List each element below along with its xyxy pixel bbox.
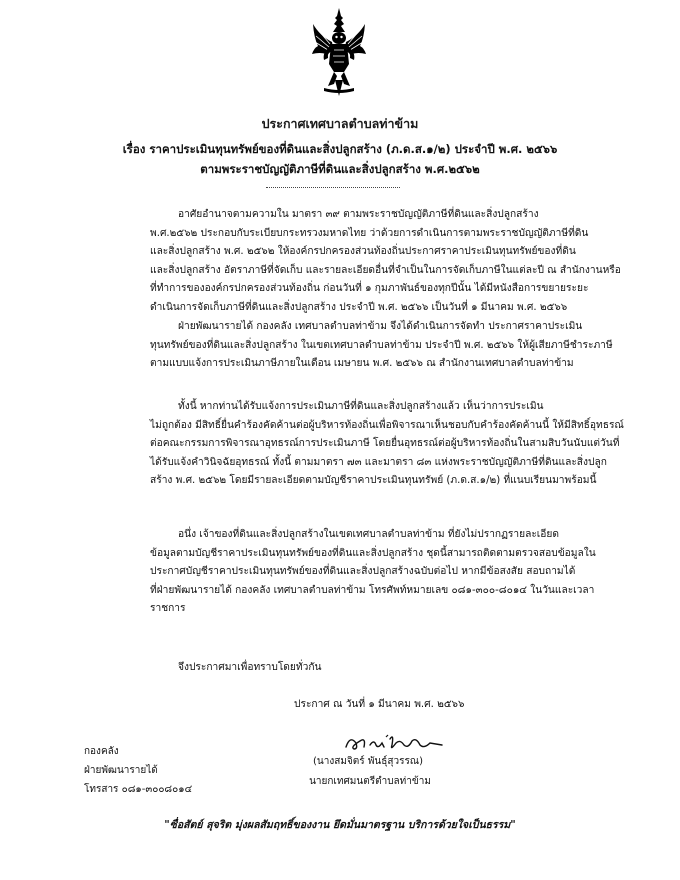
paragraph-line: ฝ่ายพัฒนารายได้ กองคลัง เทศบาลตำบลท่าข้าม จึงได้ดำเนินการจัดทำ ประกาศราคาประเมิน [178,321,583,332]
division-label: กองคลัง [84,746,119,757]
organization-motto: "ซื่อสัตย์ สุจริต มุ่งผลสัมฤทธิ์ของงาน ยึดมั่นมาตรฐาน บริการด้วยใจเป็นธรรม" [164,819,516,831]
subject-line-2: ตามพระราชบัญญัติภาษีที่ดินและสิ่งปลูกสร้าง พ.ศ.๒๕๖๒ [200,162,480,176]
paragraph-line: ดำเนินการจัดเก็บภาษีที่ดินและสิ่งปลูกสร้าง ประจำปี พ.ศ. ๒๕๖๖ เป็นวันที่ ๑ มีนาคม พ.ศ. ๒๕๖๖ [150,301,568,313]
paragraph-line: และสิ่งปลูกสร้าง พ.ศ. ๒๕๖๒ ให้องค์กรปกครองส่วนท้องถิ่นประกาศราคาประเมินทุนทรัพย์ของที่ดิน [150,246,576,258]
paragraph-line: ไม่ถูกต้อง มีสิทธิ์ยื่นคำร้องคัดค้านต่อผู้บริหารท้องถิ่นเพื่อพิจารณาเห็นชอบกับคำร้องคัดค้านนี้ ให้มีสิทธิ์อุทธรณ์ [150,419,624,431]
signer-name: (นางสมจิตร์ พันธุ์สุวรรณ) [312,756,423,767]
dotted-divider [266,187,400,188]
paragraph-3 [150,398,634,491]
paragraph-line: ที่ทำการขององค์กรปกครองส่วนท้องถิ่น ก่อนวันที่ ๑ กุมภาพันธ์ของทุกปีนั้น ได้มีหนังสือการขยายระยะ [150,283,589,295]
paragraph-line: ประกาศบัญชีราคาประเมินทุนทรัพย์ของที่ดินและสิ่งปลูกสร้างฉบับต่อไป หากมีข้อสงสัย สอบถามได้ [150,566,576,578]
paragraph-line: อาศัยอำนาจตามความใน มาตรา ๓๙ ตามพระราชบัญญัติภาษีที่ดินและสิ่งปลูกสร้าง [178,209,539,220]
paragraph-line: ที่ฝ่ายพัฒนารายได้ กองคลัง เทศบาลตำบลท่าข้าม โทรศัพท์หมายเลข ๐๘๑-๓๐๐-๘๐๑๔ ในวันและเวลา [150,584,595,596]
signer-title: นายกเทศมนตรีตำบลท่าข้าม [309,776,431,787]
garuda-emblem-icon [310,6,368,98]
paragraph-line: ต่อคณะกรรมการพิจารณาอุทธรณ์การประเมินภาษี โดยยื่นอุทธรณ์ต่อผู้บริหารท้องถิ่นในสามสิบวันนับแต่วันที่ [150,438,620,450]
fax-number: โทรสาร ๐๘๑-๓๐๐๘๐๑๔ [84,784,193,795]
subject-line-1: เรื่อง ราคาประเมินทุนทรัพย์ของที่ดินและสิ่งปลูกสร้าง (ภ.ด.ส.๑/๒) ประจำปี พ.ศ. ๒๕๖๖ [122,142,558,156]
paragraph-line: ทั้งนี้ หากท่านได้รับแจ้งการประเมินภาษีที่ดินและสิ่งปลูกสร้างแล้ว เห็นว่าการประเมิน [178,401,544,412]
paragraph-line: และสิ่งปลูกสร้าง อัตราภาษีที่จัดเก็บ และรายละเอียดอื่นที่จำเป็นในการจัดเก็บภาษีในแต่ละปี ณ สำนักงานหรือ [150,264,621,276]
contact-block [84,742,192,799]
paragraph-line: ได้รับแจ้งคำวินิจฉัยอุทธรณ์ ทั้งนี้ ตามมาตรา ๗๓ และมาตรา ๘๓ แห่งพระราชบัญญัติภาษีที่ดินและสิ่งปลูก [150,456,607,468]
paragraph-2 [150,318,634,374]
announcement-title: ประกาศเทศบาลตำบลท่าข้าม [261,116,419,131]
paragraph-line: ทุนทรัพย์ของที่ดินและสิ่งปลูกสร้าง ในเขตเทศบาลตำบลท่าข้าม ประจำปี พ.ศ. ๒๕๖๖ ให้ผู้เสียภาษีชำระภาษี [150,339,613,351]
paragraph-line: ข้อมูลตามบัญชีราคาประเมินทุนทรัพย์ของที่ดินและสิ่งปลูกสร้าง ชุดนี้สามารถติดตามตรวจสอบข้อมูลใน [150,547,596,559]
paragraph-line: อนึ่ง เจ้าของที่ดินและสิ่งปลูกสร้างในเขตเทศบาลตำบลท่าข้าม ที่ยังไม่ปรากฏรายละเอียด [178,529,559,540]
paragraph-line: ตามแบบแจ้งการประเมินภาษีภายในเดือน เมษายน พ.ศ. ๒๕๖๖ ณ สำนักงานเทศบาลตำบลท่าข้าม [150,358,574,370]
section-label: ฝ่ายพัฒนารายได้ [84,765,158,776]
handwritten-signature-icon [340,731,460,755]
paragraph-line: พ.ศ.๒๕๖๒ ประกอบกับระเบียบกระทรวงมหาดไทย ว่าด้วยการดำเนินการตามพระราชบัญญัติภาษีที่ดิน [150,227,589,239]
paragraph-line: ราชการ [150,603,186,615]
closing-statement: จึงประกาศมาเพื่อทราบโดยทั่วกัน [178,662,322,673]
paragraph-4 [150,526,634,619]
announcement-date: ประกาศ ณ วันที่ ๑ มีนาคม พ.ศ. ๒๕๖๖ [294,699,465,710]
paragraph-line: สร้าง พ.ศ. ๒๕๖๒ โดยมีรายละเอียดตามบัญชีราคาประเมินทุนทรัพย์ (ภ.ด.ส.๑/๒) ที่แนบเรียนมาพร้อมนี้ [150,475,597,487]
paragraph-1 [150,206,634,318]
